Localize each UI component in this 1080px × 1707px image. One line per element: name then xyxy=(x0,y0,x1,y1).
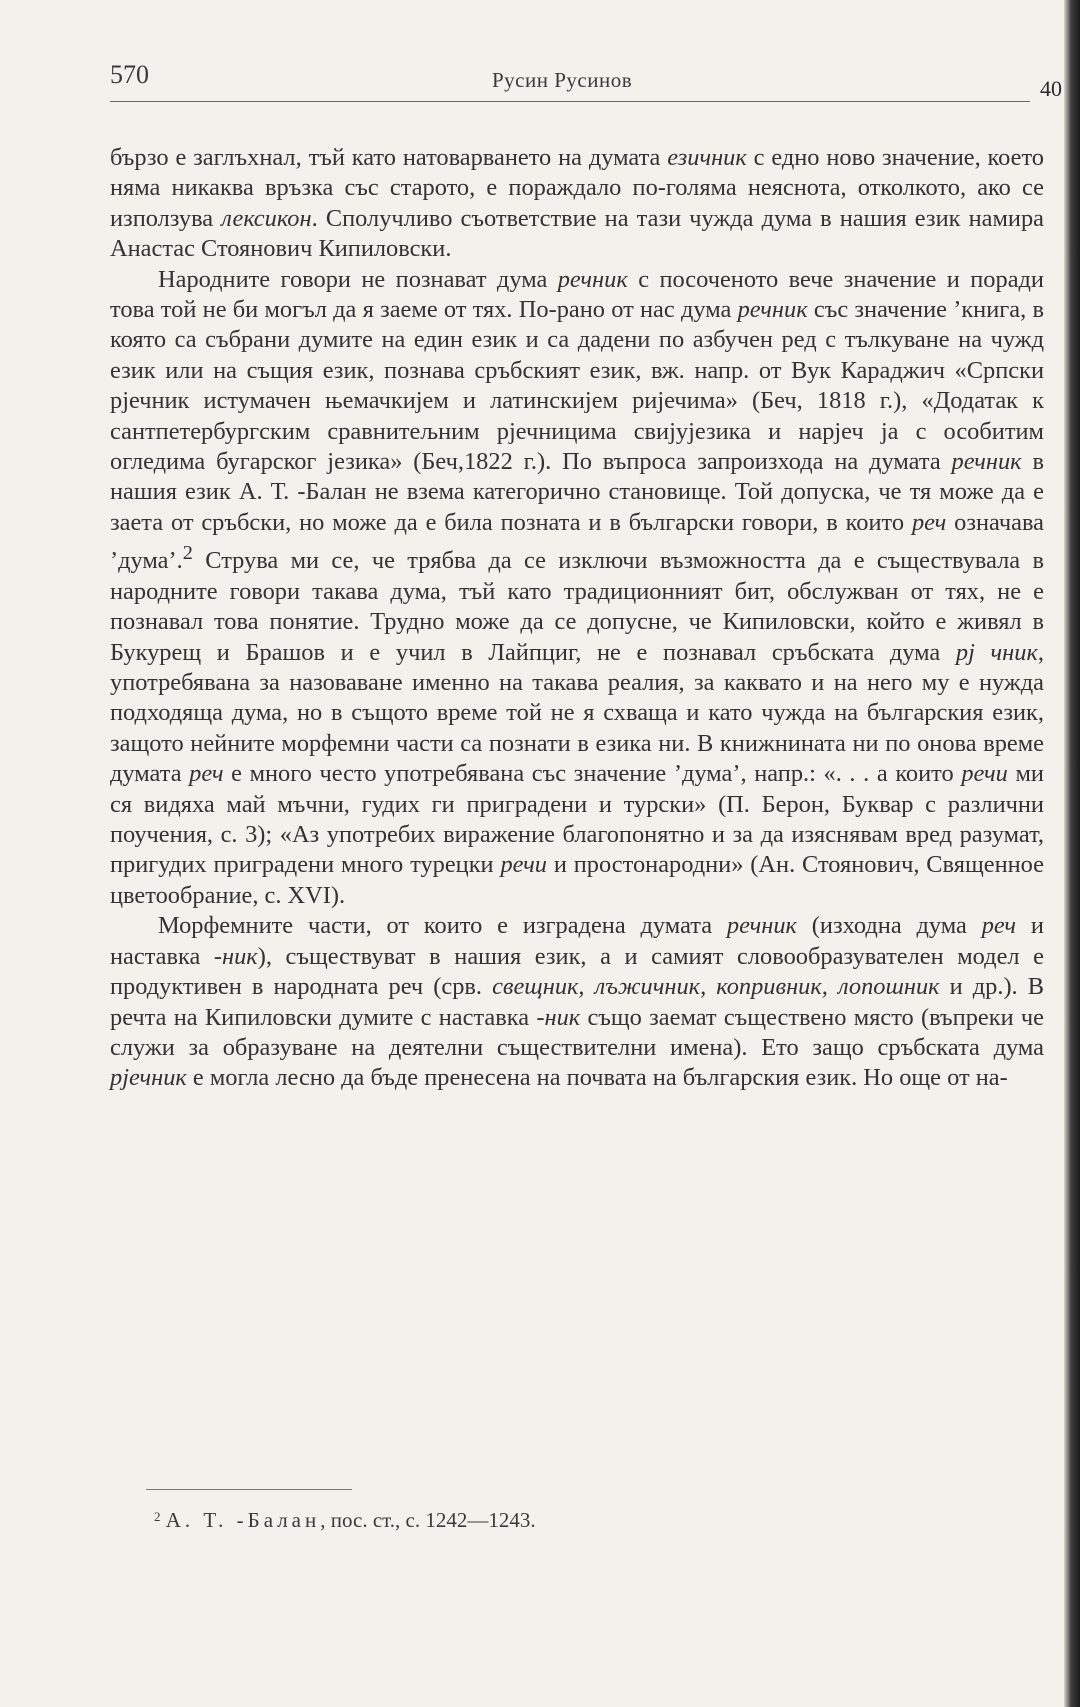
text-run: , употребявана за назоваване именно на такава реалия, за каквато и на него му е нужда подходяща дума, но в същото време той не я схваща и като чужда на българския език, защото нейните морфемни части са познати в езика ни. В книжнината ни по онова време думата xyxy=(110,638,1044,788)
paragraph-2 xyxy=(110,265,1044,912)
text-run: Морфемните части, от които е изградена думата xyxy=(158,912,727,940)
text-run: с едно ново значение, което няма никаква връзка със старото, е пораждало по-голяма неяснота, отколкото, ако се използува xyxy=(110,144,1044,232)
text-run: Струва ми се, че трябва да се изключи възможността да е съществувала в народните говори такава дума, тъй като традиционният бит, обслужван от тях, не е познавал това понятие. Трудно може да се допусне, че Кипиловски, който е живял в Букурещ и Брашов и е учил в Лайпциг, не е познавал сръбската дума xyxy=(110,547,1044,666)
italic-term: рјечник xyxy=(110,1064,187,1092)
italic-term: речник xyxy=(726,912,797,940)
italic-term: реч xyxy=(189,760,224,788)
text-run: (изходна дума xyxy=(796,912,982,940)
italic-term: речи xyxy=(500,851,547,879)
text-run: също заемат съществено място (въпреки че служи за образуване на деятелни съществителни имена). Ето защо сръбската дума xyxy=(110,1003,1045,1061)
italic-term: речник xyxy=(737,296,808,324)
page-edge-strip xyxy=(1064,0,1080,1707)
text-run: ), съществуват в нашия език, а и самият словообразувателен модел е продуктивен в народната реч (срв. xyxy=(110,942,1044,1001)
text-run: Народните говори не познават дума xyxy=(158,265,558,293)
text-run: и др.). В речта на Кипиловски думите с наставка xyxy=(110,973,1044,1031)
page-header xyxy=(110,60,1062,101)
text-run: бързо е заглъхнал, тъй като натоварването на думата xyxy=(110,144,668,171)
text-run: с посоченото вече значение и поради това той не би могъл да я заеме от тях. По-рано от нас дума xyxy=(110,265,1044,324)
italic-term: езичник xyxy=(667,144,747,171)
italic-term: -ник xyxy=(213,942,258,970)
italic-term: лексикон xyxy=(221,204,312,232)
italic-term: -ник xyxy=(536,1003,581,1031)
italic-term: речник xyxy=(951,448,1022,476)
running-title: Русин Русинов xyxy=(492,68,633,92)
text-run: и простонародни» (Ан. Стоянович, Священное цветообрание, с. XVI). xyxy=(110,851,1044,909)
footnote-marker: 2 xyxy=(154,1509,161,1524)
paragraph-1 xyxy=(110,143,1044,265)
footnote xyxy=(154,1508,536,1533)
text-run: в нашия език А. Т. -Балан не взема категорично становище. Той допуска, че тя може да е заета от сръбски, но може да е била позната и в български говори, в които xyxy=(110,448,1044,536)
text-run: ми ся видяха май мъчни, гудих ги приградени и турски» (П. Берон, Буквар с различни поучения, с. 3); «Аз употребих виражение благопонятно и за да изяснявам вред разумат, пригудих приградени много турецки xyxy=(110,760,1044,879)
italic-term: рј чник xyxy=(955,638,1038,666)
footnote-citation: , пос. ст., с. 1242—1243. xyxy=(320,1508,536,1532)
footnote-author: А. Т. -Балан xyxy=(165,1508,321,1532)
text-run: . Сполучливо съответствие на тази чужда дума в нашия език намира Анастас Стоянович Кипиловски. xyxy=(110,204,1044,263)
footnote-reference: 2 xyxy=(182,542,193,565)
text-run: е много често употребявана със значение ’дума’, напр.: «. . . а които xyxy=(223,760,962,788)
paragraph-3 xyxy=(110,911,1044,1093)
italic-term: речник xyxy=(557,265,628,293)
text-run: е могла лесно да бъде пренесена на почвата на българския език. Но още от на- xyxy=(186,1064,1008,1092)
header-rule xyxy=(110,101,1030,102)
text-run: означава ’дума’. xyxy=(110,508,1044,575)
footnote-rule xyxy=(146,1489,352,1490)
text-run: със значение ’книга, в която са събрани думите на един език и са дадени по азбучен ред с тълкуване на чужд език или на същия език, познава сръбският език, вж. напр. от Вук Караджич «Српски рјечник истумачен њемачкијем и латинскијем ријечима» (Беч, 1818 г.), «Додатак к сантпетербургским сравнитељним рјечницима свијујезика и нарјеч ја с особитим огледима бугарског језика» (Беч,1822 г.). По въпроса запроизхода на думата xyxy=(110,296,1044,476)
italic-term: реч xyxy=(981,912,1017,940)
italic-term: речи xyxy=(961,760,1008,788)
text-run: и наставка xyxy=(110,912,1044,970)
page-number: 570 xyxy=(110,60,149,89)
corner-number: 40 xyxy=(1040,76,1062,101)
italic-term: свещник, лъжичник, копривник, лопошник xyxy=(492,973,940,1001)
italic-term: реч xyxy=(911,508,947,536)
body-text xyxy=(110,143,1044,1094)
